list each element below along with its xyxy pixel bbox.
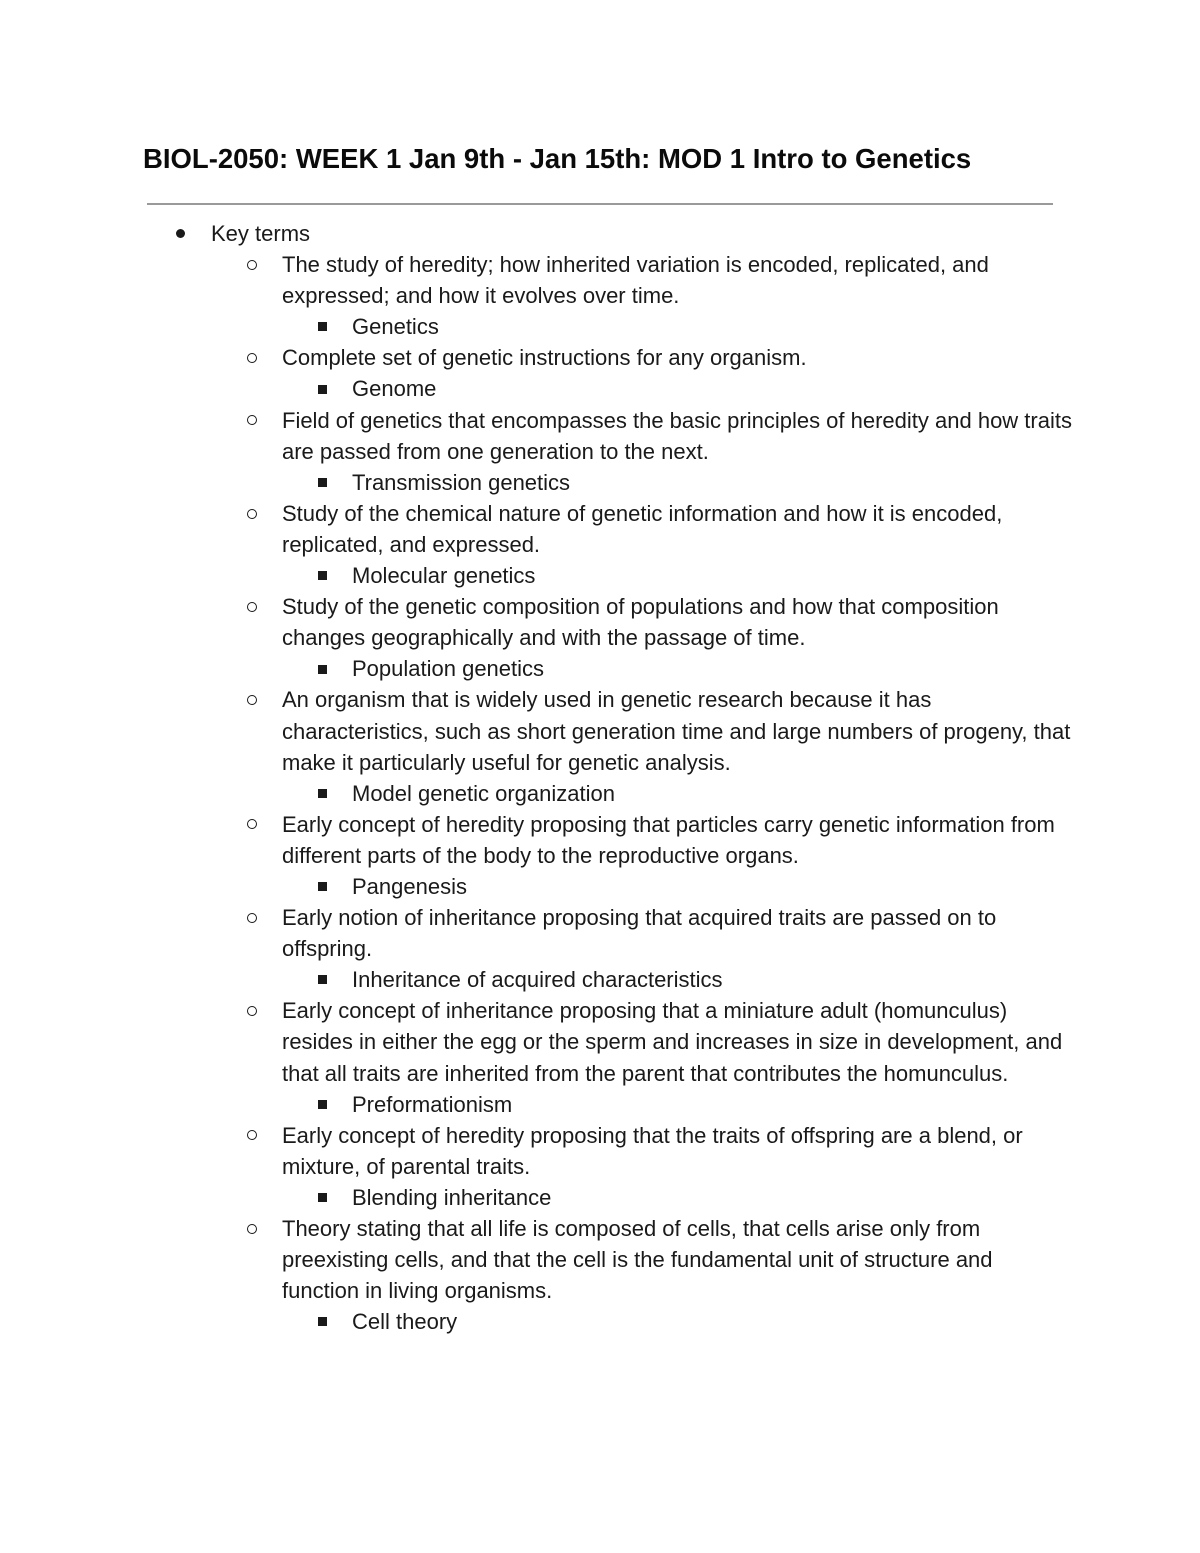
term-text: Genome bbox=[352, 376, 437, 402]
term-item bbox=[0, 1089, 1072, 1120]
title-divider bbox=[147, 203, 1053, 205]
term-text: Inheritance of acquired characteristics bbox=[352, 967, 723, 993]
hollow-bullet-icon bbox=[247, 684, 257, 715]
document-title: BIOL-2050: WEEK 1 Jan 9th - Jan 15th: MOD 1 Intro to Genetics bbox=[143, 143, 972, 174]
definition-item bbox=[0, 809, 1072, 871]
hollow-bullet-icon bbox=[247, 902, 257, 933]
definition-text: Early concept of heredity proposing that the traits of offspring are a blend, or mixture, of parental traits. bbox=[282, 1122, 1023, 1179]
hollow-bullet-icon bbox=[247, 1213, 257, 1244]
definition-text: Early concept of heredity proposing that particles carry genetic information from different parts of the body to the reproductive organs. bbox=[282, 811, 1055, 868]
term-item bbox=[0, 964, 1072, 995]
square-bullet-icon bbox=[318, 778, 327, 809]
square-bullet-icon bbox=[318, 311, 327, 342]
hollow-bullet-icon bbox=[247, 1120, 257, 1151]
term-text: Model genetic organization bbox=[352, 780, 615, 806]
square-bullet-icon bbox=[318, 1182, 327, 1213]
definition-item bbox=[0, 498, 1072, 560]
definition-item bbox=[0, 591, 1072, 653]
square-bullet-icon bbox=[318, 1089, 327, 1120]
term-text: Molecular genetics bbox=[352, 563, 536, 589]
definition-item bbox=[0, 995, 1072, 1088]
key-terms-outline bbox=[0, 218, 1200, 1337]
hollow-bullet-icon bbox=[247, 809, 257, 840]
definition-item bbox=[0, 405, 1072, 467]
term-item bbox=[0, 653, 1072, 684]
hollow-bullet-icon bbox=[247, 405, 257, 436]
hollow-bullet-icon bbox=[247, 342, 257, 373]
definition-item bbox=[0, 249, 1072, 311]
key-terms-label: Key terms bbox=[211, 221, 311, 246]
square-bullet-icon bbox=[318, 560, 327, 591]
definition-text: Study of the genetic composition of populations and how that composition changes geographically and with the passage of time. bbox=[282, 594, 999, 651]
filled-bullet-icon bbox=[176, 218, 185, 249]
square-bullet-icon bbox=[318, 467, 327, 498]
definition-text: Early notion of inheritance proposing that acquired traits are passed on to offspring. bbox=[282, 905, 997, 962]
term-item bbox=[0, 871, 1072, 902]
term-item bbox=[0, 311, 1072, 342]
hollow-bullet-icon bbox=[247, 498, 257, 529]
square-bullet-icon bbox=[318, 1306, 327, 1337]
definition-text: Study of the chemical nature of genetic information and how it is encoded, replicated, and expressed. bbox=[282, 500, 1003, 557]
term-item bbox=[0, 778, 1072, 809]
hollow-bullet-icon bbox=[247, 995, 257, 1026]
definition-text: An organism that is widely used in genetic research because it has characteristics, such as short generation time and large numbers of progeny, that make it particularly useful for genetic analysis. bbox=[282, 687, 1071, 775]
square-bullet-icon bbox=[318, 964, 327, 995]
term-item bbox=[0, 1306, 1072, 1337]
square-bullet-icon bbox=[318, 653, 327, 684]
term-text: Preformationism bbox=[352, 1091, 513, 1117]
term-text: Transmission genetics bbox=[352, 469, 571, 495]
definition-item bbox=[0, 342, 1072, 373]
term-item bbox=[0, 1182, 1072, 1213]
square-bullet-icon bbox=[318, 871, 327, 902]
square-bullet-icon bbox=[318, 373, 327, 404]
definition-text: Field of genetics that encompasses the basic principles of heredity and how traits are passed from one generation to the next. bbox=[282, 407, 1072, 464]
definition-text: Complete set of genetic instructions for any organism. bbox=[282, 345, 807, 371]
term-text: Cell theory bbox=[352, 1309, 458, 1335]
definition-text: The study of heredity; how inherited variation is encoded, replicated, and expressed; and how it evolves over time. bbox=[282, 252, 989, 309]
key-terms-heading-item bbox=[0, 218, 1071, 249]
term-item bbox=[0, 373, 1072, 404]
term-text: Pangenesis bbox=[352, 873, 467, 899]
hollow-bullet-icon bbox=[247, 591, 257, 622]
term-item bbox=[0, 467, 1072, 498]
definition-item bbox=[0, 902, 1072, 964]
term-text: Genetics bbox=[352, 314, 439, 340]
hollow-bullet-icon bbox=[247, 249, 257, 280]
definition-text: Early concept of inheritance proposing that a miniature adult (homunculus) resides in either the egg or the sperm and increases in size in development, and that all traits are inherited from the parent that contributes the homunculus. bbox=[282, 998, 1063, 1086]
term-item bbox=[0, 560, 1072, 591]
term-text: Blending inheritance bbox=[352, 1184, 552, 1210]
definition-text: Theory stating that all life is composed of cells, that cells arise only from preexisting cells, and that the cell is the fundamental unit of structure and function in living organisms. bbox=[282, 1216, 993, 1304]
definition-item bbox=[0, 1120, 1072, 1182]
definition-item bbox=[0, 684, 1072, 777]
definition-item bbox=[0, 1213, 1072, 1306]
term-text: Population genetics bbox=[352, 656, 545, 682]
